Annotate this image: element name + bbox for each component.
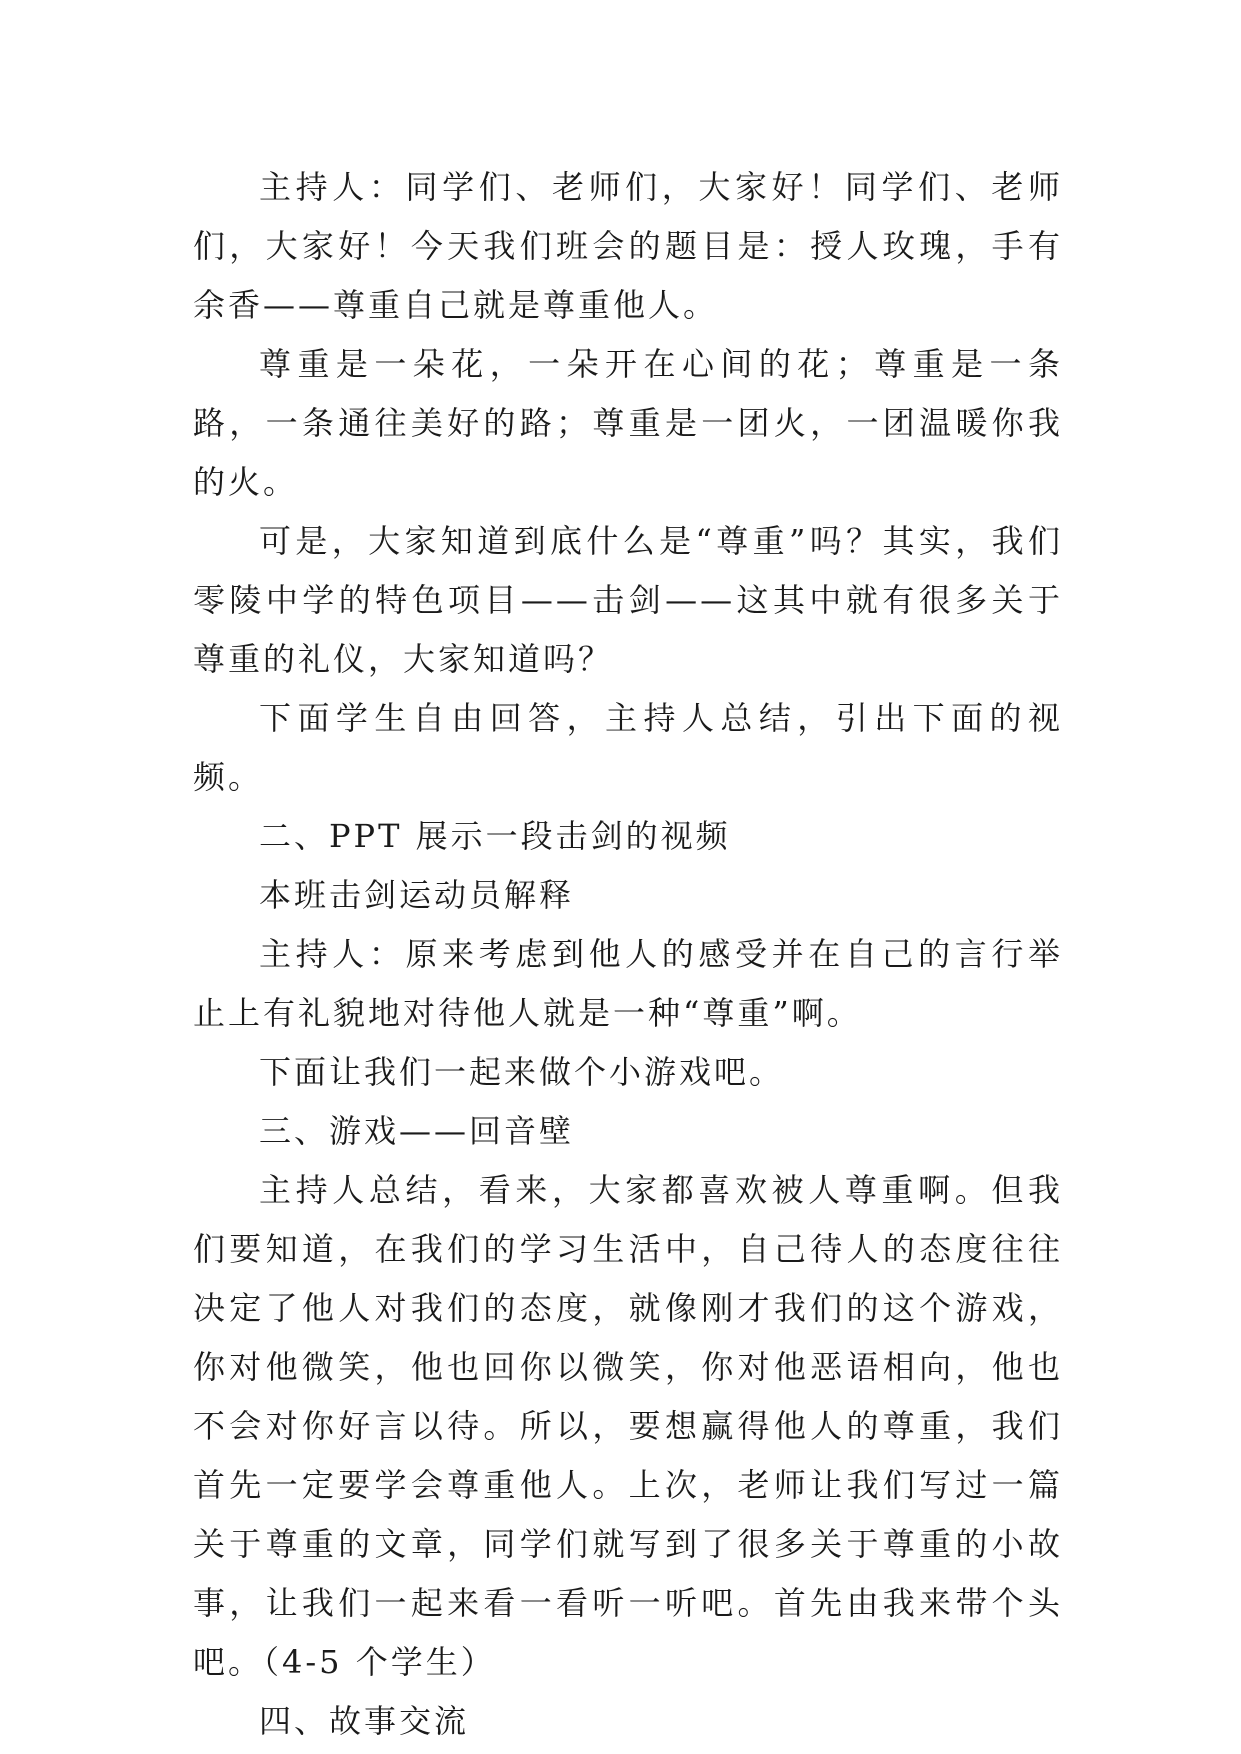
document-body	[193, 158, 1063, 1751]
paragraph-host-conclusion: 主持人总结，看来，大家都喜欢被人尊重啊。但我们要知道，在我们的学习生活中，自己待人的态度往往决定了他人对我们的态度，就像刚才我们的这个游戏，你对他微笑，他也回你以微笑，你对他恶语相向，他也不会对你好言以待。所以，要想赢得他人的尊重，我们首先一定要学会尊重他人。上次，老师让我们写过一篇关于尊重的文章，同学们就写到了很多关于尊重的小故事，让我们一起来看一看听一听吧。首先由我来带个头吧。（4-5 个学生）	[193, 1171, 1063, 1681]
section-heading-echo-wall: 三、游戏——回音壁	[259, 1112, 575, 1150]
paragraph-athlete-explains: 本班击剑运动员解释	[259, 876, 575, 914]
paragraph-opening: 主持人：同学们、老师们，大家好！同学们、老师们，大家好！今天我们班会的题目是：授人玫瑰，手有余香——尊重自己就是尊重他人。	[193, 168, 1063, 324]
paragraph-host-summary: 主持人：原来考虑到他人的感受并在自己的言行举止上有礼貌地对待他人就是一种“尊重”啊。	[193, 935, 1063, 1032]
paragraph-fencing-question: 可是，大家知道到底什么是“尊重”吗？其实，我们零陵中学的特色项目——击剑——这其中就有很多关于尊重的礼仪，大家知道吗？	[193, 522, 1063, 678]
section-heading-ppt-video: 二、PPT 展示一段击剑的视频	[259, 817, 731, 855]
paragraph-respect-metaphor: 尊重是一朵花，一朵开在心间的花；尊重是一条路，一条通往美好的路；尊重是一团火，一团温暖你我的火。	[193, 345, 1063, 501]
paragraph-game-intro: 下面让我们一起来做个小游戏吧。	[259, 1053, 785, 1091]
paragraph-student-answers: 下面学生自由回答，主持人总结，引出下面的视频。	[193, 699, 1063, 796]
section-heading-story-exchange: 四、故事交流	[259, 1702, 470, 1740]
